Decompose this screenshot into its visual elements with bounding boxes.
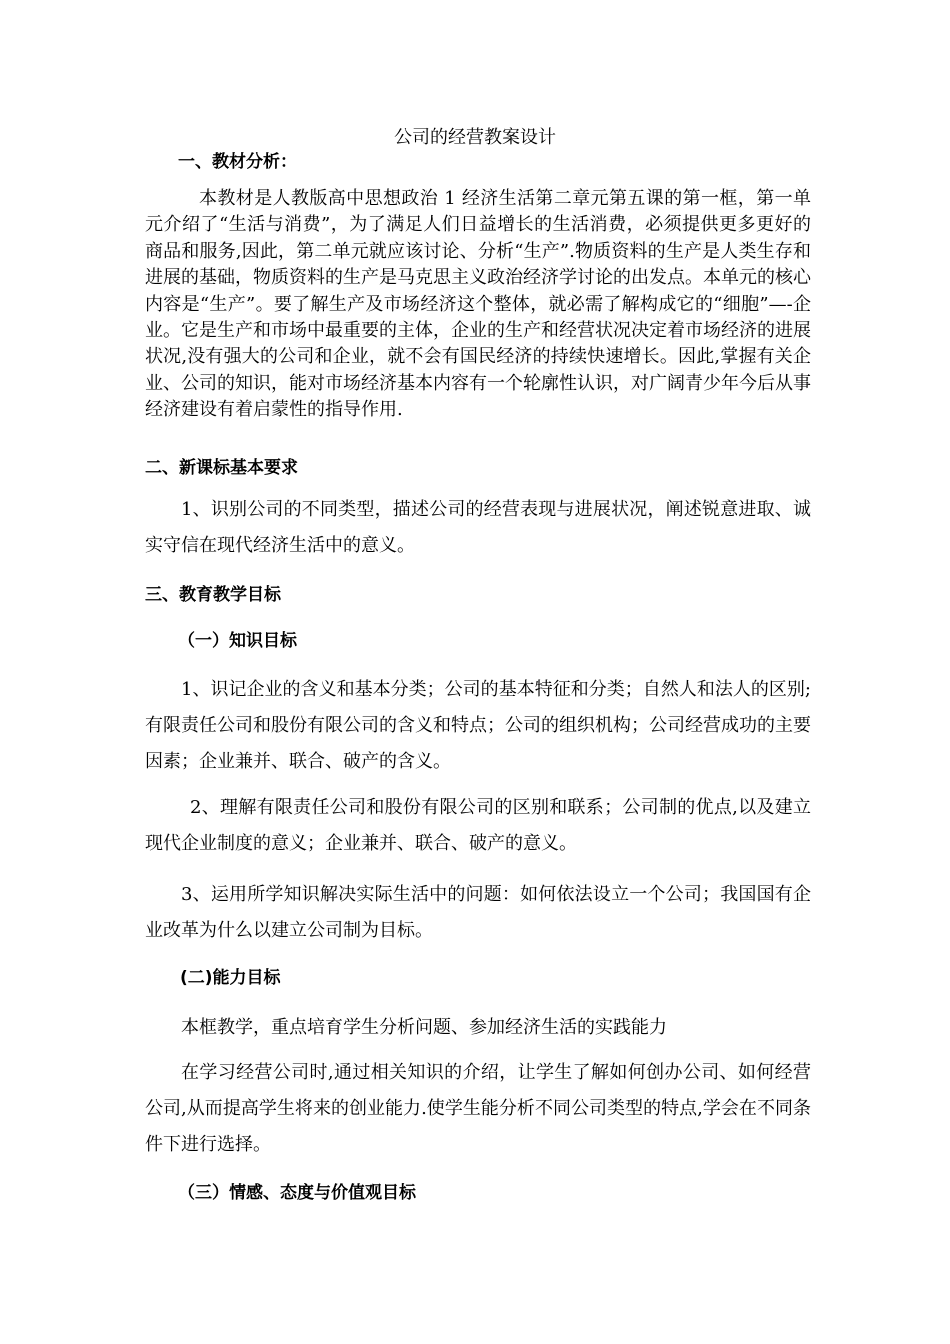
ability-goal-paragraph-1: 本框教学，重点培育学生分析问题、参加经济生活的实践能力 <box>181 1017 667 1038</box>
ability-goal-paragraph-2: 在学习经营公司时,通过相关知识的介绍，让学生了解如何创办公司、如何经营公司,从而提高学生将来的创业能力.使学生能分析不同公司类型的特点,学会在不同条件下进行选择。 <box>145 1062 811 1155</box>
section-heading-textbook-analysis: 一、教材分析： <box>178 152 297 172</box>
curriculum-requirements-paragraph: 1、识别公司的不同类型，描述公司的经营表现与进展状况，阐述锐意进取、诚实守信在现代经济生活中的意义。 <box>145 499 811 556</box>
subheading-emotion-values-goals: （三）情感、态度与价值观目标 <box>178 1183 416 1203</box>
knowledge-goal-2: 2、理解有限责任公司和股份有限公司的区别和联系；公司制的优点,以及建立现代企业制度的意义；企业兼并、联合、破产的意义。 <box>145 797 811 854</box>
document-title: 公司的经营教案设计 <box>394 127 556 148</box>
knowledge-goal-1: 1、识记企业的含义和基本分类；公司的基本特征和分类；自然人和法人的区别;有限责任公司和股份有限公司的含义和特点；公司的组织机构；公司经营成功的主要因素；企业兼并、联合、破产的含义。 <box>145 679 811 772</box>
subheading-ability-goals: (二)能力目标 <box>180 968 281 988</box>
textbook-analysis-paragraph: 本教材是人教版高中思想政治 1 经济生活第二章元第五课的第一框，第一单元介绍了“生活与消费”，为了满足人们日益增长的生活消费，必须提供更多更好的商品和服务,因此，第二单元就应该讨论、分析“生产”.物质资料的生产是人类生存和进展的基础，物质资料的生产是马克思主义政治经济学讨论的出发点。本单元的核心内容是“生产”。要了解生产及市场经济这个整体，就必需了解构成它的“细胞”—-企业。它是生产和市场中最重要的主体，企业的生产和经营状况决定着市场经济的进展状况,没有强大的公司和企业，就不会有国民经济的持续快速增长。因此,掌握有关企业、公司的知识，能对市场经济基本内容有一个轮廓性认识，对广阔青少年今后从事经济建设有着启蒙性的指导作用. <box>145 188 811 421</box>
section-heading-curriculum-requirements: 二、新课标基本要求 <box>145 458 298 478</box>
section-heading-teaching-goals: 三、教育教学目标 <box>145 585 281 605</box>
knowledge-goal-3: 3、运用所学知识解决实际生活中的问题：如何依法设立一个公司；我国国有企业改革为什么以建立公司制为目标。 <box>145 884 811 941</box>
subheading-knowledge-goals: （一）知识目标 <box>178 631 297 651</box>
